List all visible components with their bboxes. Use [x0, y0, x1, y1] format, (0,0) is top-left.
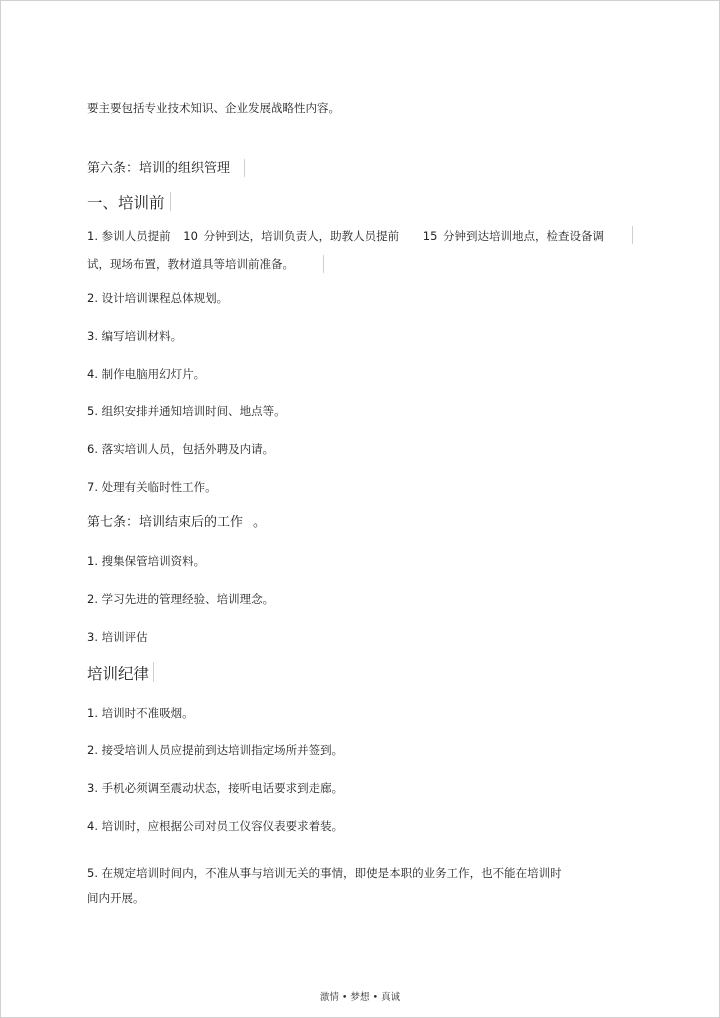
- item-text: 搜集保管培训资料。: [101, 554, 206, 568]
- item-text: 参训人员提前: [101, 229, 171, 243]
- item-text: 处理有关临时性工作。: [101, 480, 217, 494]
- item-number: 2.: [87, 291, 98, 305]
- item-text: 在规定培训时间内，不准从事与培训无关的事情，即使是本职的业务工作，也不能在培训时: [101, 866, 562, 880]
- before-item-1: [87, 228, 604, 244]
- text-cursor-mark: [244, 159, 245, 177]
- item-text: 培训时不准吸烟。: [101, 706, 194, 720]
- item-text: 培训时，应根据公司对员工仪容仪表要求着装。: [101, 819, 344, 833]
- item-text: 设计培训课程总体规划。: [101, 291, 229, 305]
- before-item-6: [87, 441, 274, 457]
- item-text: 分钟到达培训地点，检查设备调: [443, 229, 605, 243]
- item-number: 5.: [87, 404, 98, 418]
- minutes-value: 10: [183, 229, 198, 243]
- intro-paragraph: 要主要包括专业技术知识、企业发展战略性内容。: [87, 101, 340, 115]
- item-number: 4.: [87, 819, 98, 833]
- discipline-item-3: [87, 780, 343, 796]
- page-footer: 激情 • 梦想 • 真诚: [319, 992, 401, 1003]
- item-text: 手机必须调至震动状态，接听电话要求到走廊。: [101, 781, 344, 795]
- before-item-1-continued: 试，现场布置，教材道具等培训前准备。: [87, 257, 294, 271]
- item-text: 组织安排并通知培训时间、地点等。: [101, 404, 286, 418]
- before-item-7: [87, 479, 217, 495]
- discipline-item-5: [87, 865, 562, 881]
- discipline-item-4: [87, 818, 343, 834]
- after-item-2: [87, 591, 274, 607]
- item-number: 6.: [87, 442, 98, 456]
- text-cursor-mark: [153, 662, 154, 682]
- before-training-heading: 一、培训前: [87, 194, 165, 212]
- before-item-4: [87, 366, 205, 382]
- item-number: 1.: [87, 706, 98, 720]
- minutes-value: 15: [422, 229, 438, 243]
- discipline-item-2: [87, 742, 343, 758]
- item-text: 制作电脑用幻灯片。: [101, 367, 206, 381]
- text-cursor-mark: [323, 255, 324, 273]
- item-number: 7.: [87, 480, 98, 494]
- after-item-3: [87, 629, 148, 645]
- before-item-3: [87, 328, 182, 344]
- item-number: 1.: [87, 554, 98, 568]
- item-number: 3.: [87, 329, 98, 343]
- article-7-heading: [87, 515, 266, 531]
- text-cursor-mark: [170, 192, 171, 211]
- item-number: 1.: [87, 229, 98, 243]
- after-item-1: [87, 553, 205, 569]
- discipline-item-1: [87, 705, 194, 721]
- item-text: 落实培训人员，包括外聘及内请。: [101, 442, 275, 456]
- item-text: 编写培训材料。: [101, 329, 183, 343]
- article-6-heading: 第六条：培训的组织管理: [87, 161, 231, 176]
- heading-period: 。: [253, 515, 267, 530]
- discipline-heading: 培训纪律: [87, 665, 150, 683]
- before-item-2: [87, 290, 228, 306]
- item-number: 4.: [87, 367, 98, 381]
- item-number: 2.: [87, 592, 98, 606]
- text-cursor-mark: [632, 226, 633, 244]
- item-number: 3.: [87, 630, 98, 644]
- heading-text: 第七条：培训结束后的工作: [87, 515, 244, 530]
- discipline-item-5-continued: 间内开展。: [87, 891, 145, 905]
- item-number: 5.: [87, 866, 98, 880]
- before-item-5: [87, 403, 286, 419]
- item-number: 2.: [87, 743, 98, 757]
- item-text: 接受培训人员应提前到达培训指定场所并签到。: [101, 743, 344, 757]
- item-text: 学习先进的管理经验、培训理念。: [101, 592, 275, 606]
- item-number: 3.: [87, 781, 98, 795]
- item-text: 分钟到达，培训负责人，助教人员提前: [203, 229, 400, 243]
- item-text: 培训评估: [101, 630, 148, 644]
